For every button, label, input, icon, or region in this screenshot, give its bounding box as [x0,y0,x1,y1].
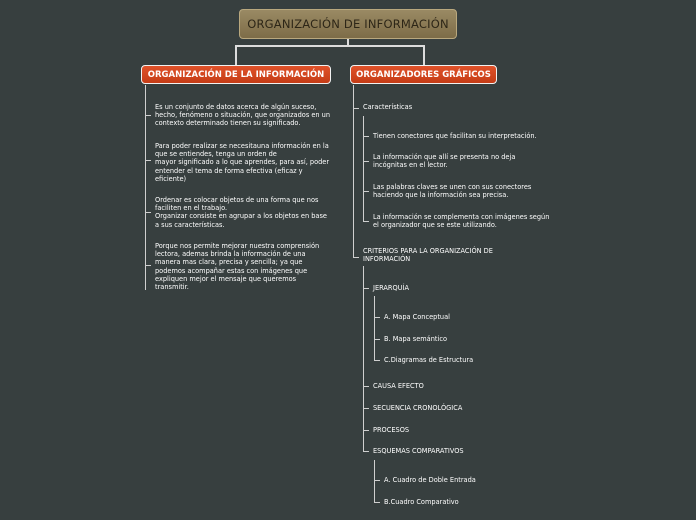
caracteristicas-trunk [363,116,364,222]
left-item-porque[interactable]: Porque nos permite mejorar nuestra comprensión lectora, ademas brinda la información de una manera mas clara, precisa y sencilla; ya que podemos acompañar estas con imágenes que expliquen mejor el mensaje que queremos transmitir. [155,242,320,292]
left-item-para-poder-realizar[interactable]: Para poder realizar se necesitauna información en la que se entiendes, tenga un orden de mayor significado a lo que aprendes, para así, poder entender el tema de forma efectiva (eficaz y eficiente) [155,142,330,183]
criterios-branch [363,386,369,387]
left-item-ordenar[interactable]: Ordenar es colocar objetos de una forma que nos faciliten en el trabajo. Organizar consiste en agrupar a los objetos en base a sus características. [155,196,327,229]
jerarquia-item-mapa-conceptual[interactable]: A. Mapa Conceptual [384,313,450,321]
esquemas-item-doble-entrada[interactable]: A. Cuadro de Doble Entrada [384,476,476,484]
jerarquia-branch [374,360,380,361]
jerarquia-item-diagramas-estructura[interactable]: C.Diagramas de Estructura [384,356,474,364]
criterios-branch [363,288,369,289]
branch-organizadores-graficos[interactable]: ORGANIZADORES GRÁFICOS [350,65,497,84]
esquemas-item-cuadro-comparativo[interactable]: B.Cuadro Comparativo [384,498,459,506]
jerarquia-trunk [374,296,375,360]
branch-organizacion-informacion[interactable]: ORGANIZACIÓN DE LA INFORMACIÓN [141,65,331,84]
left-tree-branch [145,160,151,161]
secuencia-cronologica-node[interactable]: SECUENCIA CRONOLÓGICA [373,404,463,412]
esquemas-trunk [374,460,375,502]
criterios-branch [363,430,369,431]
criterios-branch [363,451,369,452]
caracteristica-item[interactable]: Tienen conectores que facilitan su interpretación. [373,132,537,140]
left-tree-branch [145,212,151,213]
right-tree-branch [353,108,359,109]
branch-connector-left [235,45,237,65]
left-item-definicion[interactable]: Es un conjunto de datos acerca de algún suceso, hecho, fenómeno o situación, que organizados en un contexto determinado tienen su significado. [155,103,331,128]
criterios-branch [363,408,369,409]
caracteristicas-node[interactable]: Características [363,103,413,111]
caracteristicas-branch [363,221,369,222]
branch-connector-horizontal [235,45,424,47]
jerarquia-node[interactable]: JERARQUÍA [373,284,409,292]
root-topic[interactable]: ORGANIZACIÓN DE INFORMACIÓN [239,9,457,39]
jerarquia-branch [374,317,380,318]
right-tree-trunk [353,85,354,258]
caracteristicas-branch [363,161,369,162]
criterios-trunk [363,266,364,452]
esquemas-branch [374,502,380,503]
procesos-node[interactable]: PROCESOS [373,426,410,434]
criterios-node[interactable]: CRITERIOS PARA LA ORGANIZACIÓN DE INFORMACIÓN [363,247,493,264]
left-tree-branch [145,115,151,116]
esquemas-comparativos-node[interactable]: ESQUEMAS COMPARATIVOS [373,447,464,455]
right-tree-branch [353,257,359,258]
caracteristicas-branch [363,136,369,137]
caracteristicas-branch [363,191,369,192]
caracteristica-item[interactable]: La información se complementa con imágenes según el organizador que se este utilizando. [373,213,550,230]
left-tree-branch [145,265,151,266]
caracteristica-item[interactable]: Las palabras claves se unen con sus conectores haciendo que la información sea precisa. [373,183,532,200]
causa-efecto-node[interactable]: CAUSA EFECTO [373,382,424,390]
branch-connector-right [423,45,425,65]
jerarquia-branch [374,339,380,340]
caracteristica-item[interactable]: La información que allí se presenta no deja incógnitas en el lector. [373,153,516,170]
jerarquia-item-mapa-semantico[interactable]: B. Mapa semántico [384,335,447,343]
esquemas-branch [374,480,380,481]
